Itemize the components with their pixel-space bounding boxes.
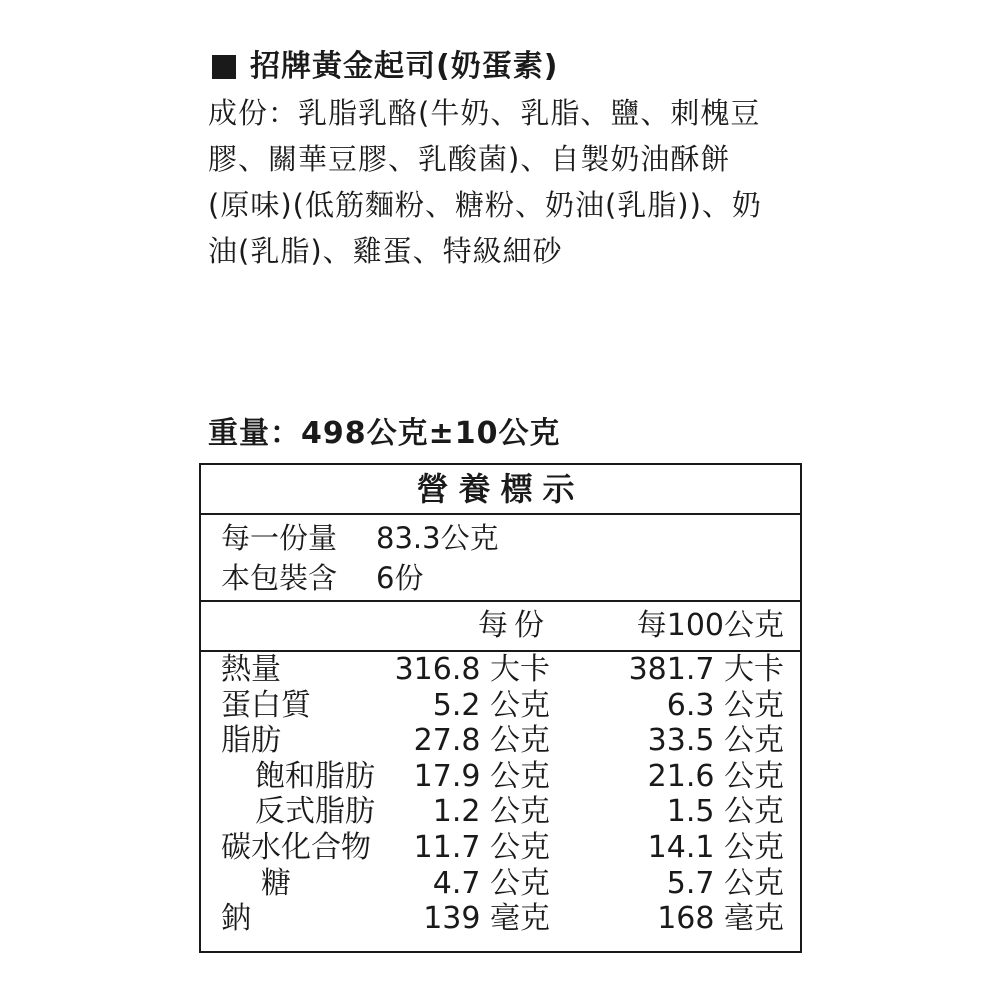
- product-info: [208, 44, 808, 274]
- product-title: 招牌黃金起司(奶蛋素): [250, 49, 559, 84]
- serving-size-value: 83.3公克: [376, 521, 499, 555]
- servings-per-package-row: [221, 558, 800, 598]
- nutrient-row-trans-fat: [201, 794, 800, 830]
- nutrient-row-calories: [201, 652, 800, 688]
- per-100g-value: 1.5 公克: [666, 794, 784, 830]
- product-title-row: [208, 44, 808, 90]
- per-100g-value: 14.1 公克: [647, 829, 784, 865]
- nutrition-title: 營養標示: [201, 465, 800, 515]
- column-headers: [201, 602, 800, 652]
- per-serving-value: 5.2 公克: [432, 687, 550, 723]
- per-serving-value: 27.8 公克: [413, 723, 550, 759]
- square-bullet-icon: [212, 55, 236, 79]
- per-100g-value: 21.6 公克: [647, 758, 784, 794]
- serving-info: [201, 515, 800, 602]
- per-100g-value: 6.3 公克: [666, 687, 784, 723]
- ingredients-text: [208, 90, 808, 274]
- net-weight: 重量：498公克±10公克: [208, 416, 561, 451]
- nutrient-name: 反式脂肪: [255, 794, 375, 830]
- per-serving-value: 11.7 公克: [413, 829, 550, 865]
- nutrient-name: 熱量: [221, 652, 281, 687]
- ingredients-line: 油(乳脂)、雞蛋、特級細砂: [208, 234, 563, 268]
- per-serving-value: 1.2 公克: [432, 794, 550, 830]
- nutrient-name: 飽和脂肪: [255, 758, 375, 794]
- nutrient-name: 糖: [261, 865, 291, 901]
- per-serving-value: 316.8 大卡: [394, 652, 550, 687]
- per-serving-header: 每份: [478, 608, 550, 643]
- ingredients-line: 膠、關華豆膠、乳酸菌)、自製奶油酥餅: [208, 142, 731, 176]
- nutrient-name: 碳水化合物: [221, 829, 371, 865]
- nutrient-name: 鈉: [221, 901, 251, 937]
- serving-size-row: [221, 518, 800, 558]
- nutrient-row-fat: [201, 723, 800, 759]
- servings-value: 6份: [376, 561, 424, 595]
- nutrient-row-carbohydrate: [201, 830, 800, 866]
- per-serving-value: 4.7 公克: [432, 865, 550, 901]
- nutrient-name: 蛋白質: [221, 687, 311, 723]
- per-100g-value: 168 毫克: [657, 901, 784, 937]
- nutrient-row-protein: [201, 688, 800, 724]
- nutrient-row-sodium: [201, 901, 800, 937]
- per-serving-value: 17.9 公克: [413, 758, 550, 794]
- nutrient-rows: [201, 652, 800, 937]
- per-100g-value: 381.7 大卡: [628, 652, 784, 687]
- nutrient-name: 脂肪: [221, 723, 281, 759]
- servings-label: 本包裝含: [221, 561, 338, 595]
- per-100g-header: 每100公克: [636, 608, 784, 643]
- per-100g-value: 5.7 公克: [666, 865, 784, 901]
- per-serving-value: 139 毫克: [423, 901, 550, 937]
- ingredients-line: 成份：乳脂乳酪(牛奶、乳脂、鹽、刺槐豆: [208, 96, 761, 130]
- per-100g-value: 33.5 公克: [647, 723, 784, 759]
- nutrient-row-saturated-fat: [201, 759, 800, 795]
- ingredients-line: (原味)(低筋麵粉、糖粉、奶油(乳脂))、奶: [208, 188, 762, 222]
- serving-size-label: 每一份量: [221, 521, 338, 555]
- nutrition-facts-table: [199, 463, 802, 953]
- nutrient-row-sugar: [201, 866, 800, 902]
